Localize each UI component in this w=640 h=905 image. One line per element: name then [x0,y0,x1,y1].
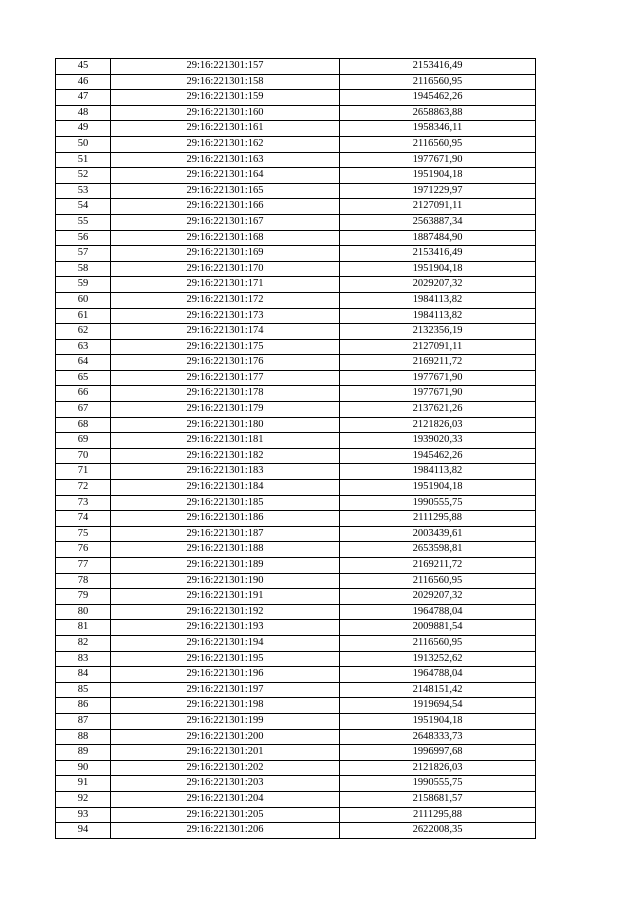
cadastral-value-cell: 2116560,95 [340,635,536,651]
table-row [56,448,536,464]
cadastral-value-cell: 2658863,88 [340,105,536,121]
cadastral-value-cell: 2116560,95 [340,74,536,90]
cadastral-number-cell: 29:16:221301:174 [111,324,340,340]
cadastral-number-cell: 29:16:221301:172 [111,292,340,308]
row-number-cell: 53 [56,183,111,199]
row-number-cell: 50 [56,136,111,152]
cadastral-value-cell: 2158681,57 [340,791,536,807]
row-number-cell: 63 [56,339,111,355]
row-number-cell: 67 [56,402,111,418]
cadastral-number-cell: 29:16:221301:186 [111,511,340,527]
row-number-cell: 88 [56,729,111,745]
cadastral-number-cell: 29:16:221301:157 [111,59,340,75]
row-number-cell: 61 [56,308,111,324]
cadastral-number-cell: 29:16:221301:199 [111,713,340,729]
cadastral-number-cell: 29:16:221301:173 [111,308,340,324]
cadastral-value-cell: 1951904,18 [340,261,536,277]
row-number-cell: 71 [56,464,111,480]
cadastral-value-cell: 2169211,72 [340,558,536,574]
table-row [56,589,536,605]
row-number-cell: 78 [56,573,111,589]
row-number-cell: 83 [56,651,111,667]
cadastral-number-cell: 29:16:221301:188 [111,542,340,558]
table-row [56,355,536,371]
table-row [56,308,536,324]
cadastral-value-cell: 1964788,04 [340,604,536,620]
row-number-cell: 94 [56,823,111,839]
row-number-cell: 51 [56,152,111,168]
row-number-cell: 66 [56,386,111,402]
table-row [56,604,536,620]
cadastral-number-cell: 29:16:221301:176 [111,355,340,371]
table-body [56,59,536,839]
cadastral-number-cell: 29:16:221301:189 [111,558,340,574]
cadastral-number-cell: 29:16:221301:192 [111,604,340,620]
cadastral-value-cell: 1945462,26 [340,90,536,106]
table-row [56,433,536,449]
cadastral-number-cell: 29:16:221301:166 [111,199,340,215]
cadastral-number-cell: 29:16:221301:191 [111,589,340,605]
cadastral-value-cell: 1951904,18 [340,713,536,729]
cadastral-number-cell: 29:16:221301:202 [111,760,340,776]
cadastral-number-cell: 29:16:221301:178 [111,386,340,402]
table-row [56,823,536,839]
row-number-cell: 72 [56,480,111,496]
cadastral-number-cell: 29:16:221301:185 [111,495,340,511]
table-row [56,791,536,807]
cadastral-number-cell: 29:16:221301:167 [111,214,340,230]
row-number-cell: 58 [56,261,111,277]
table-row [56,292,536,308]
cadastral-value-cell: 2622008,35 [340,823,536,839]
cadastral-value-cell: 1990555,75 [340,776,536,792]
row-number-cell: 85 [56,682,111,698]
table-row [56,246,536,262]
cadastral-number-cell: 29:16:221301:181 [111,433,340,449]
cadastral-value-cell: 2029207,32 [340,589,536,605]
cadastral-value-cell: 1964788,04 [340,667,536,683]
row-number-cell: 73 [56,495,111,511]
cadastral-number-cell: 29:16:221301:161 [111,121,340,137]
table-row [56,713,536,729]
row-number-cell: 54 [56,199,111,215]
row-number-cell: 91 [56,776,111,792]
row-number-cell: 45 [56,59,111,75]
table-row [56,495,536,511]
table-row [56,480,536,496]
row-number-cell: 52 [56,168,111,184]
cadastral-value-cell: 2029207,32 [340,277,536,293]
cadastral-number-cell: 29:16:221301:200 [111,729,340,745]
cadastral-value-cell: 2148151,42 [340,682,536,698]
cadastral-number-cell: 29:16:221301:187 [111,526,340,542]
row-number-cell: 79 [56,589,111,605]
cadastral-number-cell: 29:16:221301:197 [111,682,340,698]
row-number-cell: 82 [56,635,111,651]
cadastral-value-cell: 1945462,26 [340,448,536,464]
cadastral-value-cell: 2153416,49 [340,246,536,262]
cadastral-value-cell: 2648333,73 [340,729,536,745]
cadastral-value-cell: 2563887,34 [340,214,536,230]
table-row [56,729,536,745]
table-row [56,667,536,683]
table-row [56,558,536,574]
cadastral-value-cell: 1984113,82 [340,464,536,480]
table-row [56,74,536,90]
cadastral-number-cell: 29:16:221301:165 [111,183,340,199]
cadastral-number-cell: 29:16:221301:171 [111,277,340,293]
cadastral-value-cell: 2132356,19 [340,324,536,340]
table-row [56,324,536,340]
table-row [56,651,536,667]
cadastral-number-cell: 29:16:221301:195 [111,651,340,667]
row-number-cell: 90 [56,760,111,776]
cadastral-value-cell: 1996997,68 [340,745,536,761]
cadastral-value-cell: 2121826,03 [340,417,536,433]
row-number-cell: 77 [56,558,111,574]
cadastral-number-cell: 29:16:221301:198 [111,698,340,714]
row-number-cell: 55 [56,214,111,230]
row-number-cell: 68 [56,417,111,433]
table-row [56,620,536,636]
cadastral-value-cell: 2003439,61 [340,526,536,542]
cadastral-number-cell: 29:16:221301:203 [111,776,340,792]
table-row [56,168,536,184]
cadastral-number-cell: 29:16:221301:182 [111,448,340,464]
cadastral-value-cell: 1977671,90 [340,386,536,402]
table-row [56,183,536,199]
cadastral-number-cell: 29:16:221301:169 [111,246,340,262]
row-number-cell: 46 [56,74,111,90]
cadastral-number-cell: 29:16:221301:190 [111,573,340,589]
cadastral-value-cell: 1887484,90 [340,230,536,246]
cadastral-value-cell: 2111295,88 [340,807,536,823]
cadastral-number-cell: 29:16:221301:180 [111,417,340,433]
cadastral-value-cell: 1913252,62 [340,651,536,667]
cadastral-number-cell: 29:16:221301:201 [111,745,340,761]
table-row [56,542,536,558]
row-number-cell: 60 [56,292,111,308]
cadastral-value-cell: 1977671,90 [340,152,536,168]
table-row [56,402,536,418]
row-number-cell: 92 [56,791,111,807]
cadastral-number-cell: 29:16:221301:163 [111,152,340,168]
cadastral-value-cell: 1977671,90 [340,370,536,386]
table-row [56,464,536,480]
row-number-cell: 56 [56,230,111,246]
table-row [56,682,536,698]
row-number-cell: 89 [56,745,111,761]
table-row [56,386,536,402]
table-row [56,214,536,230]
row-number-cell: 84 [56,667,111,683]
row-number-cell: 57 [56,246,111,262]
row-number-cell: 80 [56,604,111,620]
table-row [56,90,536,106]
cadastral-value-cell: 2111295,88 [340,511,536,527]
cadastral-value-cell: 2121826,03 [340,760,536,776]
cadastral-value-cell: 1919694,54 [340,698,536,714]
cadastral-number-cell: 29:16:221301:196 [111,667,340,683]
row-number-cell: 86 [56,698,111,714]
table-row [56,152,536,168]
row-number-cell: 47 [56,90,111,106]
row-number-cell: 81 [56,620,111,636]
table-row [56,526,536,542]
table-row [56,105,536,121]
cadastral-number-cell: 29:16:221301:162 [111,136,340,152]
row-number-cell: 75 [56,526,111,542]
cadastral-number-cell: 29:16:221301:158 [111,74,340,90]
cadastral-value-cell: 2127091,11 [340,339,536,355]
cadastral-number-cell: 29:16:221301:168 [111,230,340,246]
cadastral-value-table [55,58,536,839]
cadastral-number-cell: 29:16:221301:206 [111,823,340,839]
cadastral-number-cell: 29:16:221301:184 [111,480,340,496]
cadastral-value-cell: 1971229,97 [340,183,536,199]
cadastral-value-cell: 1958346,11 [340,121,536,137]
cadastral-value-cell: 1990555,75 [340,495,536,511]
row-number-cell: 65 [56,370,111,386]
cadastral-value-cell: 2116560,95 [340,136,536,152]
table-row [56,277,536,293]
table-row [56,573,536,589]
table-row [56,339,536,355]
table-row [56,230,536,246]
cadastral-number-cell: 29:16:221301:164 [111,168,340,184]
cadastral-value-cell: 2009881,54 [340,620,536,636]
cadastral-value-cell: 1951904,18 [340,168,536,184]
row-number-cell: 74 [56,511,111,527]
cadastral-value-cell: 1984113,82 [340,292,536,308]
table-row [56,136,536,152]
row-number-cell: 49 [56,121,111,137]
cadastral-value-cell: 1939020,33 [340,433,536,449]
table-row [56,776,536,792]
cadastral-number-cell: 29:16:221301:194 [111,635,340,651]
table-row [56,370,536,386]
cadastral-value-cell: 2653598,81 [340,542,536,558]
table-row [56,261,536,277]
row-number-cell: 76 [56,542,111,558]
row-number-cell: 93 [56,807,111,823]
row-number-cell: 69 [56,433,111,449]
cadastral-number-cell: 29:16:221301:175 [111,339,340,355]
cadastral-value-cell: 1984113,82 [340,308,536,324]
cadastral-number-cell: 29:16:221301:183 [111,464,340,480]
row-number-cell: 59 [56,277,111,293]
cadastral-value-cell: 2116560,95 [340,573,536,589]
table-row [56,199,536,215]
cadastral-number-cell: 29:16:221301:193 [111,620,340,636]
table-row [56,698,536,714]
cadastral-number-cell: 29:16:221301:159 [111,90,340,106]
table-row [56,745,536,761]
cadastral-value-cell: 2153416,49 [340,59,536,75]
cadastral-number-cell: 29:16:221301:160 [111,105,340,121]
cadastral-number-cell: 29:16:221301:179 [111,402,340,418]
row-number-cell: 64 [56,355,111,371]
cadastral-number-cell: 29:16:221301:170 [111,261,340,277]
cadastral-value-cell: 2137621,26 [340,402,536,418]
cadastral-value-cell: 1951904,18 [340,480,536,496]
cadastral-value-cell: 2127091,11 [340,199,536,215]
cadastral-number-cell: 29:16:221301:177 [111,370,340,386]
table-row [56,417,536,433]
table-row [56,760,536,776]
table-row [56,121,536,137]
row-number-cell: 62 [56,324,111,340]
row-number-cell: 48 [56,105,111,121]
table-row [56,635,536,651]
table-row [56,807,536,823]
row-number-cell: 70 [56,448,111,464]
table-row [56,59,536,75]
cadastral-value-cell: 2169211,72 [340,355,536,371]
table-row [56,511,536,527]
cadastral-number-cell: 29:16:221301:205 [111,807,340,823]
row-number-cell: 87 [56,713,111,729]
cadastral-number-cell: 29:16:221301:204 [111,791,340,807]
